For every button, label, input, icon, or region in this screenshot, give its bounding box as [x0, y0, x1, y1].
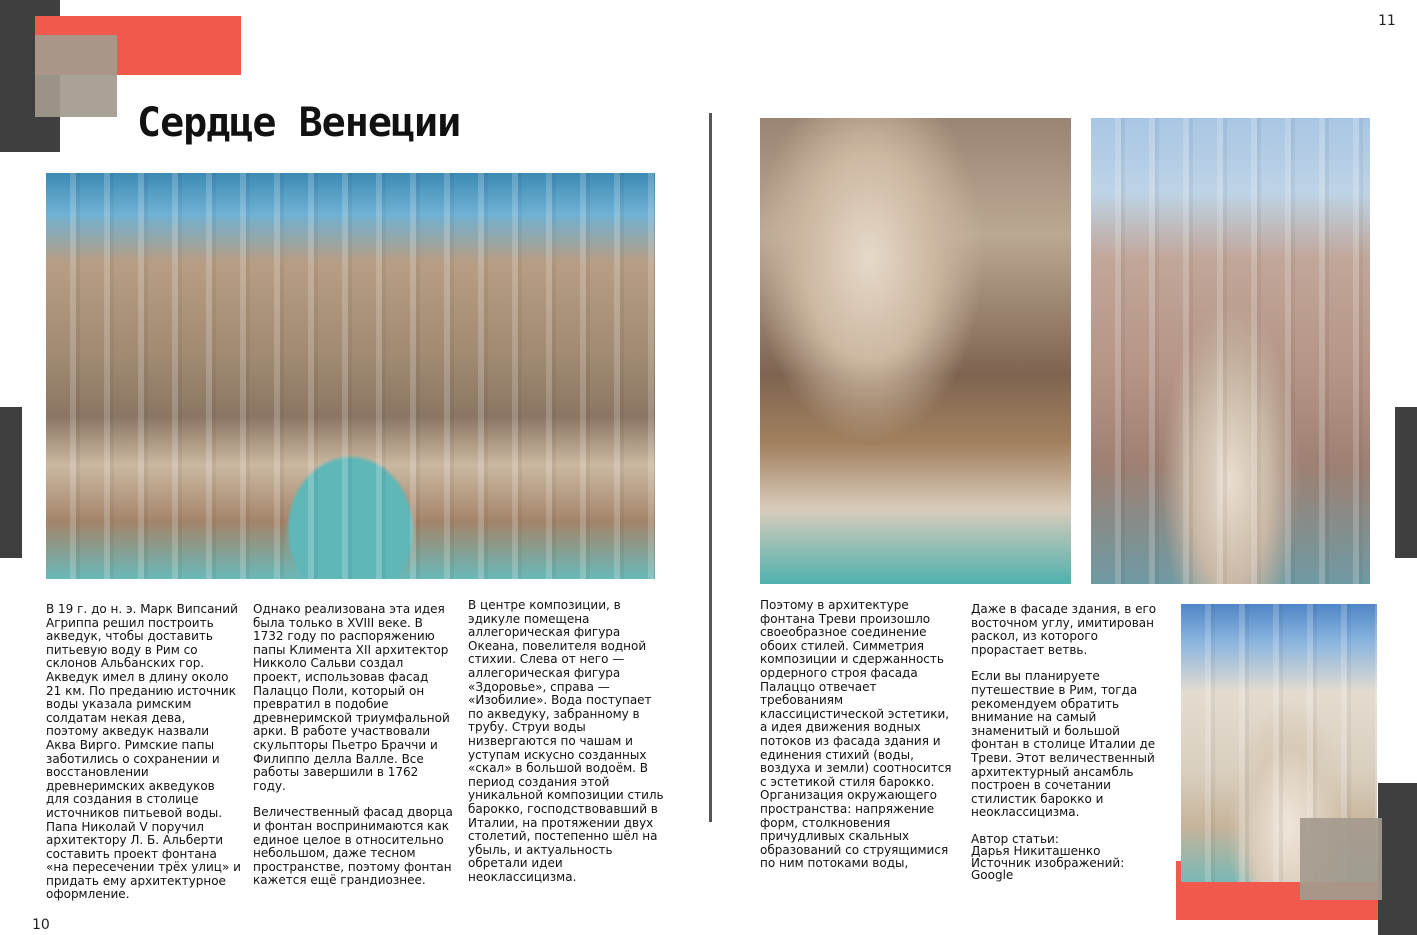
column-5-paragraph-1: Даже в фасаде здания, в его восточном углу, имитирован раскол, из которого прорастает ветвь. [971, 602, 1157, 657]
decor-dark-block-bottom-right [1378, 783, 1417, 935]
article-column-3 [468, 599, 668, 889]
article-credits [971, 833, 1161, 881]
column-3-paragraph: В центре композиции, в эдикуле помещена аллегорическая фигура Океана, повелителя водной стихии. Слева от него — аллегорическая фигура «Здоровье», справа — «Изобилие». Вода поступает по акведуку, забранному в трубу. Струи воды низвергаются по чашам и уступам искусно созданных «скал» в большой водоём. В период создания этой уникальной композиции стиль барокко, господствовавший в Италии, на протяжении двух столетий, постепенно шёл на убыль, и актуальность обретали идеи неоклассицизма. [468, 598, 664, 884]
article-column-4 [760, 599, 955, 874]
trevi-fountain-sculpture-photo [760, 118, 1071, 584]
column-2-paragraph-2: Величественный фасад дворца и фонтан воспринимаются как единое целое в относительно небольшом, даже тесном пространстве, поэтому фонтан кажется ещё грандиознее. [253, 805, 453, 888]
credits-author-label: Автор статьи: [971, 831, 1059, 846]
column-4-paragraph: Поэтому в архитектуре фонтана Треви произошло своеобразное соединение обоих стилей. Симметрия композиции и сдержанность ордерного строя фасада Палаццо отвечает требованиям классицистической эстетики, а идея движения водных потоков из фасада здания и единения стихий (воды, воздуха и земли) соотносится с эстетикой стиля барокко. Организация окружающего пространства: напряжение форм, столкновения причудливых скальных образований со струящимися по ним потоками воды, [760, 598, 952, 871]
article-column-5 [971, 603, 1161, 888]
column-1-paragraph: В 19 г. до н. э. Марк Випсаний Агриппа решил построить акведук, чтобы доставить питьевую воду в Рим со склонов Альбанских гор. Акведук имел в длину около 21 км. По преданию источник воды указала римским солдатам некая дева, поэтому акведук назвали Аква Вирго. Римские папы заботились о сохранении и восстановлении древнеримских акведуков для создания в столице источников питьевой воды. Папа Николай V поручил архитектору Л. Б. Альберти составить проект фонтана «на пересечении трёх улиц» и придать ему архитектурное оформление. [46, 602, 241, 902]
column-5-paragraph-2: Если вы планируете путешествие в Рим, тогда рекомендуем обратить внимание на самый знаменитый и большой фонтан в столице Италии де Треви. Этот величественный архитектурный ансамбль построен в сочетании стилистик барокко и неоклассицизма. [971, 669, 1156, 820]
decor-taupe-block-top-left [35, 35, 117, 117]
decor-taupe-block-bottom-right [1300, 818, 1382, 900]
credits-images-label: Источник изображений: [971, 855, 1125, 870]
decor-side-marker-right [1395, 407, 1417, 558]
page-number-left: 10 [32, 917, 50, 933]
article-title: Сердце Венеции [137, 100, 461, 146]
spread-divider [709, 113, 712, 822]
trevi-facade-photo [1091, 118, 1370, 584]
credits-images-source: Google [971, 867, 1014, 882]
decor-side-marker-left [0, 407, 22, 558]
column-2-paragraph-1: Однако реализована эта идея была только в XVIII веке. В 1732 году по распоряжению папы Климента XII архитектор Никколо Сальви создал проект, использовав фасад Палаццо Поли, который он превратил в подобие древнеримской триумфальной арки. В работе участвовали скульпторы Пьетро Браччи и Филиппо делла Валле. Все работы завершили в 1762 году. [253, 602, 450, 793]
credits-author-name: Дарья Никиташенко [971, 843, 1101, 858]
article-column-2 [253, 603, 453, 893]
article-column-1 [46, 602, 241, 902]
trevi-fountain-wide-photo [46, 173, 655, 579]
page-number-right: 11 [1378, 13, 1396, 29]
